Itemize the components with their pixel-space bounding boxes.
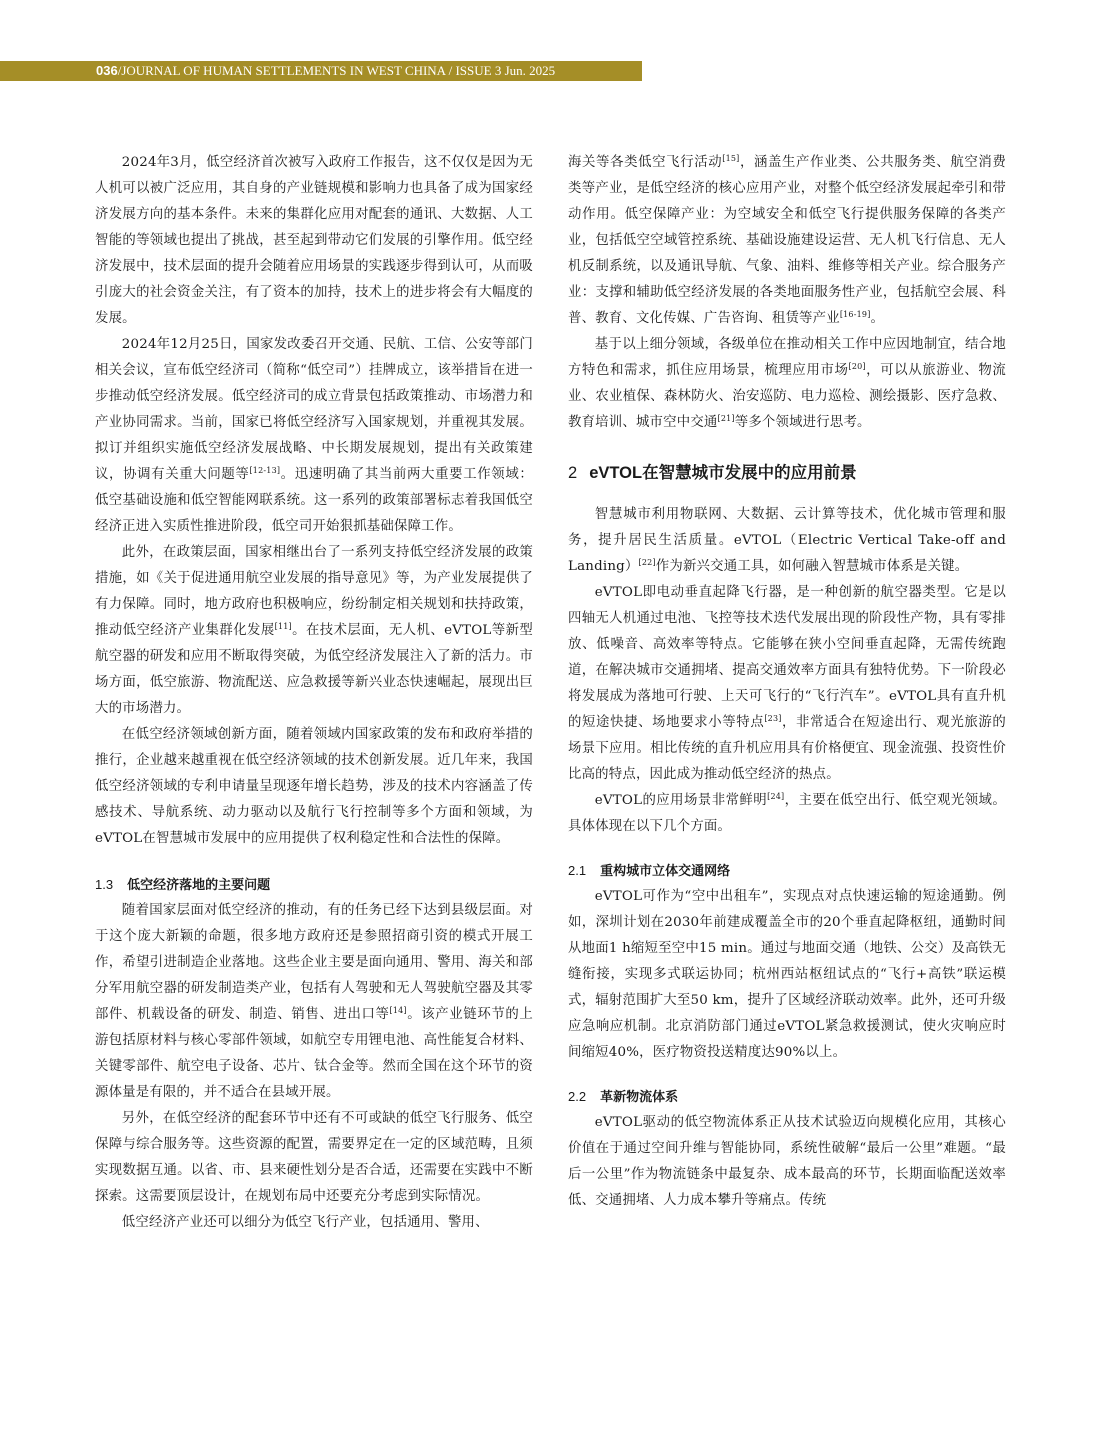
paragraph: 海关等各类低空飞行活动[15]，涵盖生产作业类、公共服务类、航空消费类等产业，是低空经济的核心应用产业，对整个低空经济发展起牵引和带动作用。低空保障产业：为空域安全和低空飞行提供服务保障的各类产业，包括低空空域管控系统、基础设施建设运营、无人机飞行信息、无人机反制系统，以及通讯导航、气象、油料、维修等相关产业。综合服务产业：支撑和辅助低空经济发展的各类地面服务性产业，包括航空会展、科普、教育、文化传媒、广告咨询、租赁等产业[16-19]。 (568, 154, 1006, 326)
citation: [22] (638, 558, 656, 567)
journal-header-bar (0, 61, 642, 81)
right-column (568, 150, 1006, 1214)
citation: [24] (767, 792, 785, 801)
subsection-heading-2-1: 2.1 重构城市立体交通网络 (568, 863, 731, 878)
paragraph: eVTOL的应用场景非常鲜明[24]，主要在低空出行、低空观光领域。具体体现在以下几个方面。 (568, 792, 1006, 834)
citation: [14] (389, 1006, 407, 1015)
paragraph: 基于以上细分领域，各级单位在推动相关工作中应因地制宜，结合地方特色和需求，抓住应用场景，梳理应用市场[20]，可以从旅游业、物流业、农业植保、森林防火、治安巡防、电力巡检、测绘摄影、医疗急救、教育培训、城市空中交通[21]等多个领域进行思考。 (568, 337, 1007, 430)
paragraph: 2024年3月，低空经济首次被写入政府工作报告，这不仅仅是因为无人机可以被广泛应用，其自身的产业链规模和影响力也具备了成为国家经济发展方向的基本条件。未来的集群化应用对配套的通讯、大数据、人工智能的等领域也提出了挑战，甚至起到带动它们发展的引擎作用。低空经济发展中，技术层面的提升会随着应用场景的实践逐步得到认可，从而吸引庞大的社会资金关注，有了资本的加持，技术上的进步将会有大幅度的发展。 (95, 155, 533, 326)
citation: [11] (274, 622, 292, 631)
citation: [23] (764, 714, 782, 723)
citation: [15] (722, 154, 740, 163)
paragraph: eVTOL即电动垂直起降飞行器，是一种创新的航空器类型。它是以四轴无人机通过电池、飞控等技术迭代发展出现的阶段性产物，具有零排放、低噪音、高效率等特点。它能够在狭小空间垂直起降，无需传统跑道，在解决城市交通拥堵、提高交通效率方面具有独特优势。下一阶段必将发展成为落地可行驶、上天可飞行的“飞行汽车”。eVTOL具有直升机的短途快捷、场地要求小等特点[23]，非常适合在短途出行、观光旅游的场景下应用。相比传统的直升机应用具有价格便宜、现金流强、投资性价比高的特点，因此成为推动低空经济的热点。 (568, 585, 1006, 782)
journal-title: /JOURNAL OF HUMAN SETTLEMENTS IN WEST CHINA / ISSUE 3 Jun. 2025 (117, 63, 556, 78)
citation: [16-19] (839, 310, 871, 319)
paragraph: 低空经济产业还可以细分为低空飞行产业，包括通用、警用、 (121, 1215, 489, 1230)
paragraph: 此外，在政策层面，国家相继出台了一系列支持低空经济发展的政策措施，如《关于促进通用航空业发展的指导意见》等，为产业发展提供了有力保障。同时，地方政府也积极响应，纷纷制定相关规划和扶持政策，推动低空经济产业集群化发展[11]。在技术层面，无人机、eVTOL等新型航空器的研发和应用不断取得突破，为低空经济发展注入了新的活力。市场方面，低空旅游、物流配送、应急救援等新兴业态快速崛起，展现出巨大的市场潜力。 (95, 545, 533, 716)
subsection-heading-2-2: 2.2 革新物流体系 (568, 1089, 679, 1104)
paragraph: 在低空经济领域创新方面，随着领域内国家政策的发布和政府举措的推行，企业越来越重视在低空经济领域的技术创新发展。近几年来，我国低空经济领域的专利申请量呈现逐年增长趋势，涉及的技术内容涵盖了传感技术、导航系统、动力驱动以及航行飞行控制等多个方面和领域，为eVTOL在智慧城市发展中的应用提供了权利稳定性和合法性的保障。 (95, 727, 533, 846)
paragraph: 2024年12月25日，国家发改委召开交通、民航、工信、公安等部门相关会议，宣布低空经济司（简称“低空司”）挂牌成立，该举措旨在进一步推动低空经济发展。低空经济司的成立背景包括政策推动、市场潜力和产业协同需求。当前，国家已将低空经济写入国家规划，并重视其发展。拟订并组织实施低空经济发展战略、中长期发展规划，提出有关政策建议，协调有关重大问题等[12-13]。迅速明确了其当前两大重要工作领域：低空基础设施和低空智能网联系统。这一系列的政策部署标志着我国低空经济正进入实质性推进阶段，低空司开始狠抓基础保障工作。 (95, 337, 533, 534)
paragraph: 随着国家层面对低空经济的推动，有的任务已经下达到县级层面。对于这个庞大新颖的命题，很多地方政府还是参照招商引资的模式开展工作，希望引进制造企业落地。这些企业主要是面向通用、警用、海关和部分军用航空器的研发制造类产业，包括有人驾驶和无人驾驶航空器及其零部件、机载设备的研发、制造、销售、进出口等[14]。该产业链环节的上游包括原材料与核心零部件领域，如航空专用锂电池、高性能复合材料、关键零部件、航空电子设备、芯片、钛合金等。然而全国在这个环节的资源体量是有限的，并不适合在县域开展。 (95, 903, 533, 1100)
left-column (95, 150, 533, 1236)
paragraph: eVTOL可作为“空中出租车”，实现点对点快速运输的短途通勤。例如，深圳计划在2030年前建成覆盖全市的20个垂直起降枢纽，通勤时间从地面1 h缩短至空中15 min。通过与地面交通（地铁、公交）及高铁无缝衔接，实现多式联运协同；杭州西站枢纽试点的“飞行+高铁”联运模式，辐射范围扩大至50 km，提升了区域经济联动效率。此外，还可升级应急响应机制。北京消防部门通过eVTOL紧急救援测试，使火灾响应时间缩短40%，医疗物资投送精度达90%以上。 (568, 889, 1006, 1060)
section-heading-2: 2 eVTOL在智慧城市发展中的应用前景 (568, 464, 857, 482)
citation: [12-13] (249, 466, 281, 475)
citation: [21] (717, 414, 735, 423)
paragraph: 智慧城市利用物联网、大数据、云计算等技术，优化城市管理和服务，提升居民生活质量。eVTOL（Electric Vertical Take-off and Landing）[22]作为新兴交通工具，如何融入智慧城市体系是关键。 (568, 507, 1006, 574)
page-number: 036 (96, 63, 118, 78)
citation: [20] (848, 362, 866, 371)
subsection-heading-1-3: 1.3 低空经济落地的主要问题 (95, 877, 271, 892)
paragraph: eVTOL驱动的低空物流体系正从技术试验迈向规模化应用，其核心价值在于通过空间升维与智能协同，系统性破解“最后一公里”难题。“最后一公里”作为物流链条中最复杂、成本最高的环节，长期面临配送效率低、交通拥堵、人力成本攀升等痛点。传统 (568, 1115, 1006, 1208)
paragraph: 另外，在低空经济的配套环节中还有不可或缺的低空飞行服务、低空保障与综合服务等。这些资源的配置，需要界定在一定的区域范畴，且须实现数据互通。以省、市、县来硬性划分是否合适，还需要在实践中不断探索。这需要顶层设计，在规划布局中还要充分考虑到实际情况。 (95, 1111, 533, 1204)
